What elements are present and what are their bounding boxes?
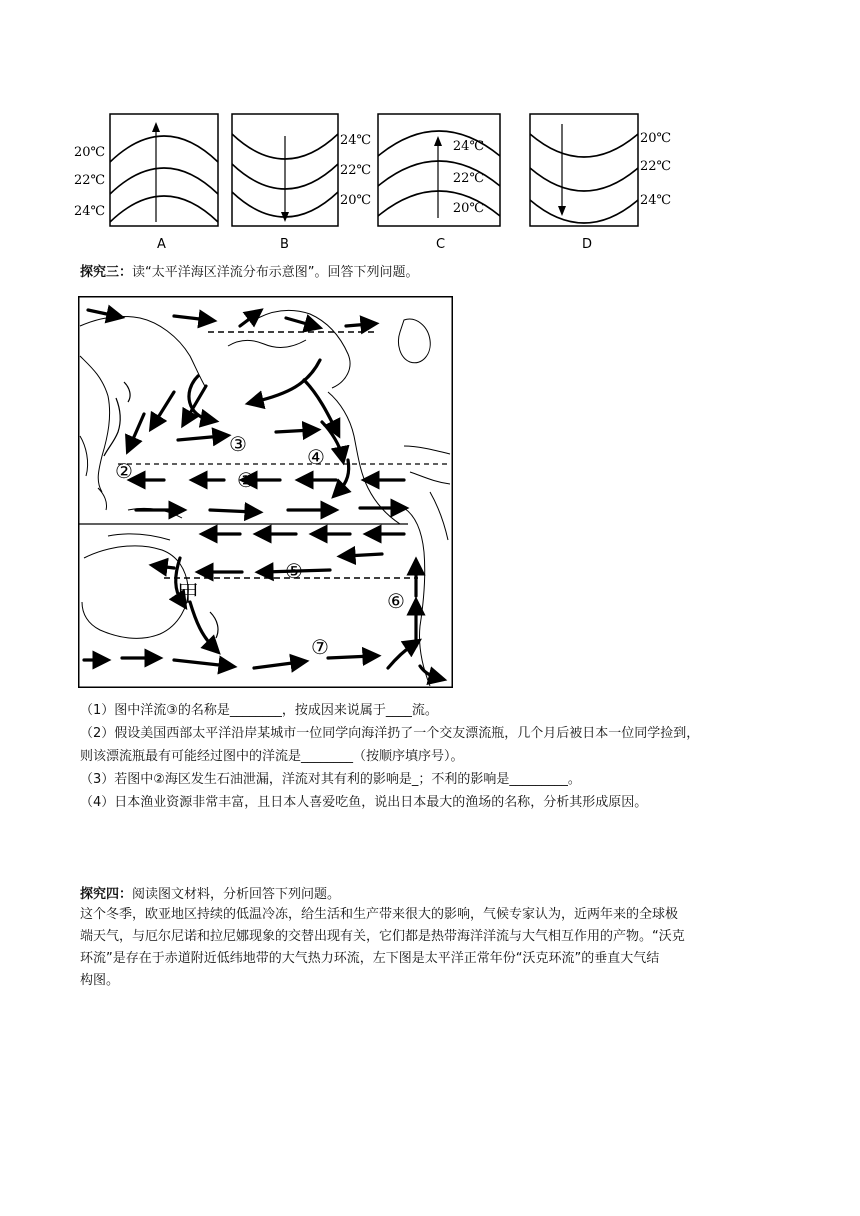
panel-a-temp-3: 24℃ <box>74 204 106 219</box>
section-4-line-4: 构图。 <box>80 973 120 988</box>
marker-2: ② <box>115 459 133 483</box>
panel-c <box>378 114 500 252</box>
section-4-line-2: 端天气，与厄尔尼诺和拉尼娜现象的交替出现有关，它们都是热带海洋洋流与大气相互作用的产物。“沃克 <box>80 929 685 944</box>
panel-a <box>74 114 218 252</box>
section-4-text: 阅读图文材料，分析回答下列问题。 <box>132 887 341 902</box>
question-2-line-1: （2）假设美国西部太平洋沿岸某城市一位同学向海洋扔了一个交友漂流瓶，几个月后被日本一位同学捡到， <box>80 726 700 741</box>
panel-c-temp-3: 20℃ <box>452 201 484 216</box>
marker-3: ③ <box>229 432 247 456</box>
panel-d-temp-3: 24℃ <box>640 193 672 208</box>
panel-c-temp-1: 24℃ <box>452 139 484 154</box>
section-4-prefix: 探究四： <box>80 887 133 902</box>
panel-a-temp-1: 20℃ <box>74 145 106 160</box>
panel-d-temp-2: 22℃ <box>640 159 672 174</box>
panel-d <box>530 114 671 252</box>
panel-a-temp-2: 22℃ <box>74 173 106 188</box>
section-3-prefix: 探究三： <box>80 265 133 280</box>
isotherm-panels <box>74 112 694 252</box>
panel-b <box>232 114 371 252</box>
panel-d-temp-1: 20℃ <box>640 131 672 146</box>
section-4-paragraph <box>80 904 780 992</box>
panel-d-label: D <box>582 237 593 252</box>
marker-7: ⑦ <box>311 635 329 659</box>
question-2-line-2: 则该漂流瓶最有可能经过图中的洋流是________（按顺序填序号）。 <box>80 749 464 764</box>
panel-a-label: A <box>157 237 166 252</box>
panel-b-temp-2: 22℃ <box>340 163 372 178</box>
panel-b-temp-3: 20℃ <box>340 193 372 208</box>
question-4: （4）日本渔业资源非常丰富，且日本人喜爱吃鱼，说出日本最大的渔场的名称，分析其形成原因。 <box>80 795 648 810</box>
section-4-heading <box>80 886 340 904</box>
marker-1: ① <box>237 468 255 492</box>
marker-4: ④ <box>307 445 325 469</box>
panel-c-temp-2: 22℃ <box>452 171 484 186</box>
section-3-text: 读“太平洋海区洋流分布示意图”。回答下列问题。 <box>132 265 419 280</box>
section-4-line-1: 这个冬季，欧亚地区持续的低温冷冻，给生活和生产带来很大的影响，气候专家认为，近两年来的全球极 <box>80 907 679 922</box>
marker-5: ⑤ <box>285 559 303 583</box>
panel-c-label: C <box>436 237 446 252</box>
pacific-current-map <box>78 296 453 688</box>
marker-jia: 甲 <box>176 582 200 607</box>
question-1: （1）图中洋流③的名称是________，按成因来说属于____流。 <box>80 703 438 718</box>
panel-b-label: B <box>280 237 289 252</box>
question-3: （3）若图中②海区发生石油泄漏，洋流对其有利的影响是_；不利的影响是_________。 <box>80 772 581 787</box>
section-3-heading <box>80 264 419 282</box>
panel-b-temp-1: 24℃ <box>340 133 372 148</box>
marker-6: ⑥ <box>387 589 405 613</box>
section-4-line-3: 环流”是存在于赤道附近低纬地带的大气热力环流，左下图是太平洋正常年份“沃克环流”的垂直大气结 <box>80 951 660 966</box>
